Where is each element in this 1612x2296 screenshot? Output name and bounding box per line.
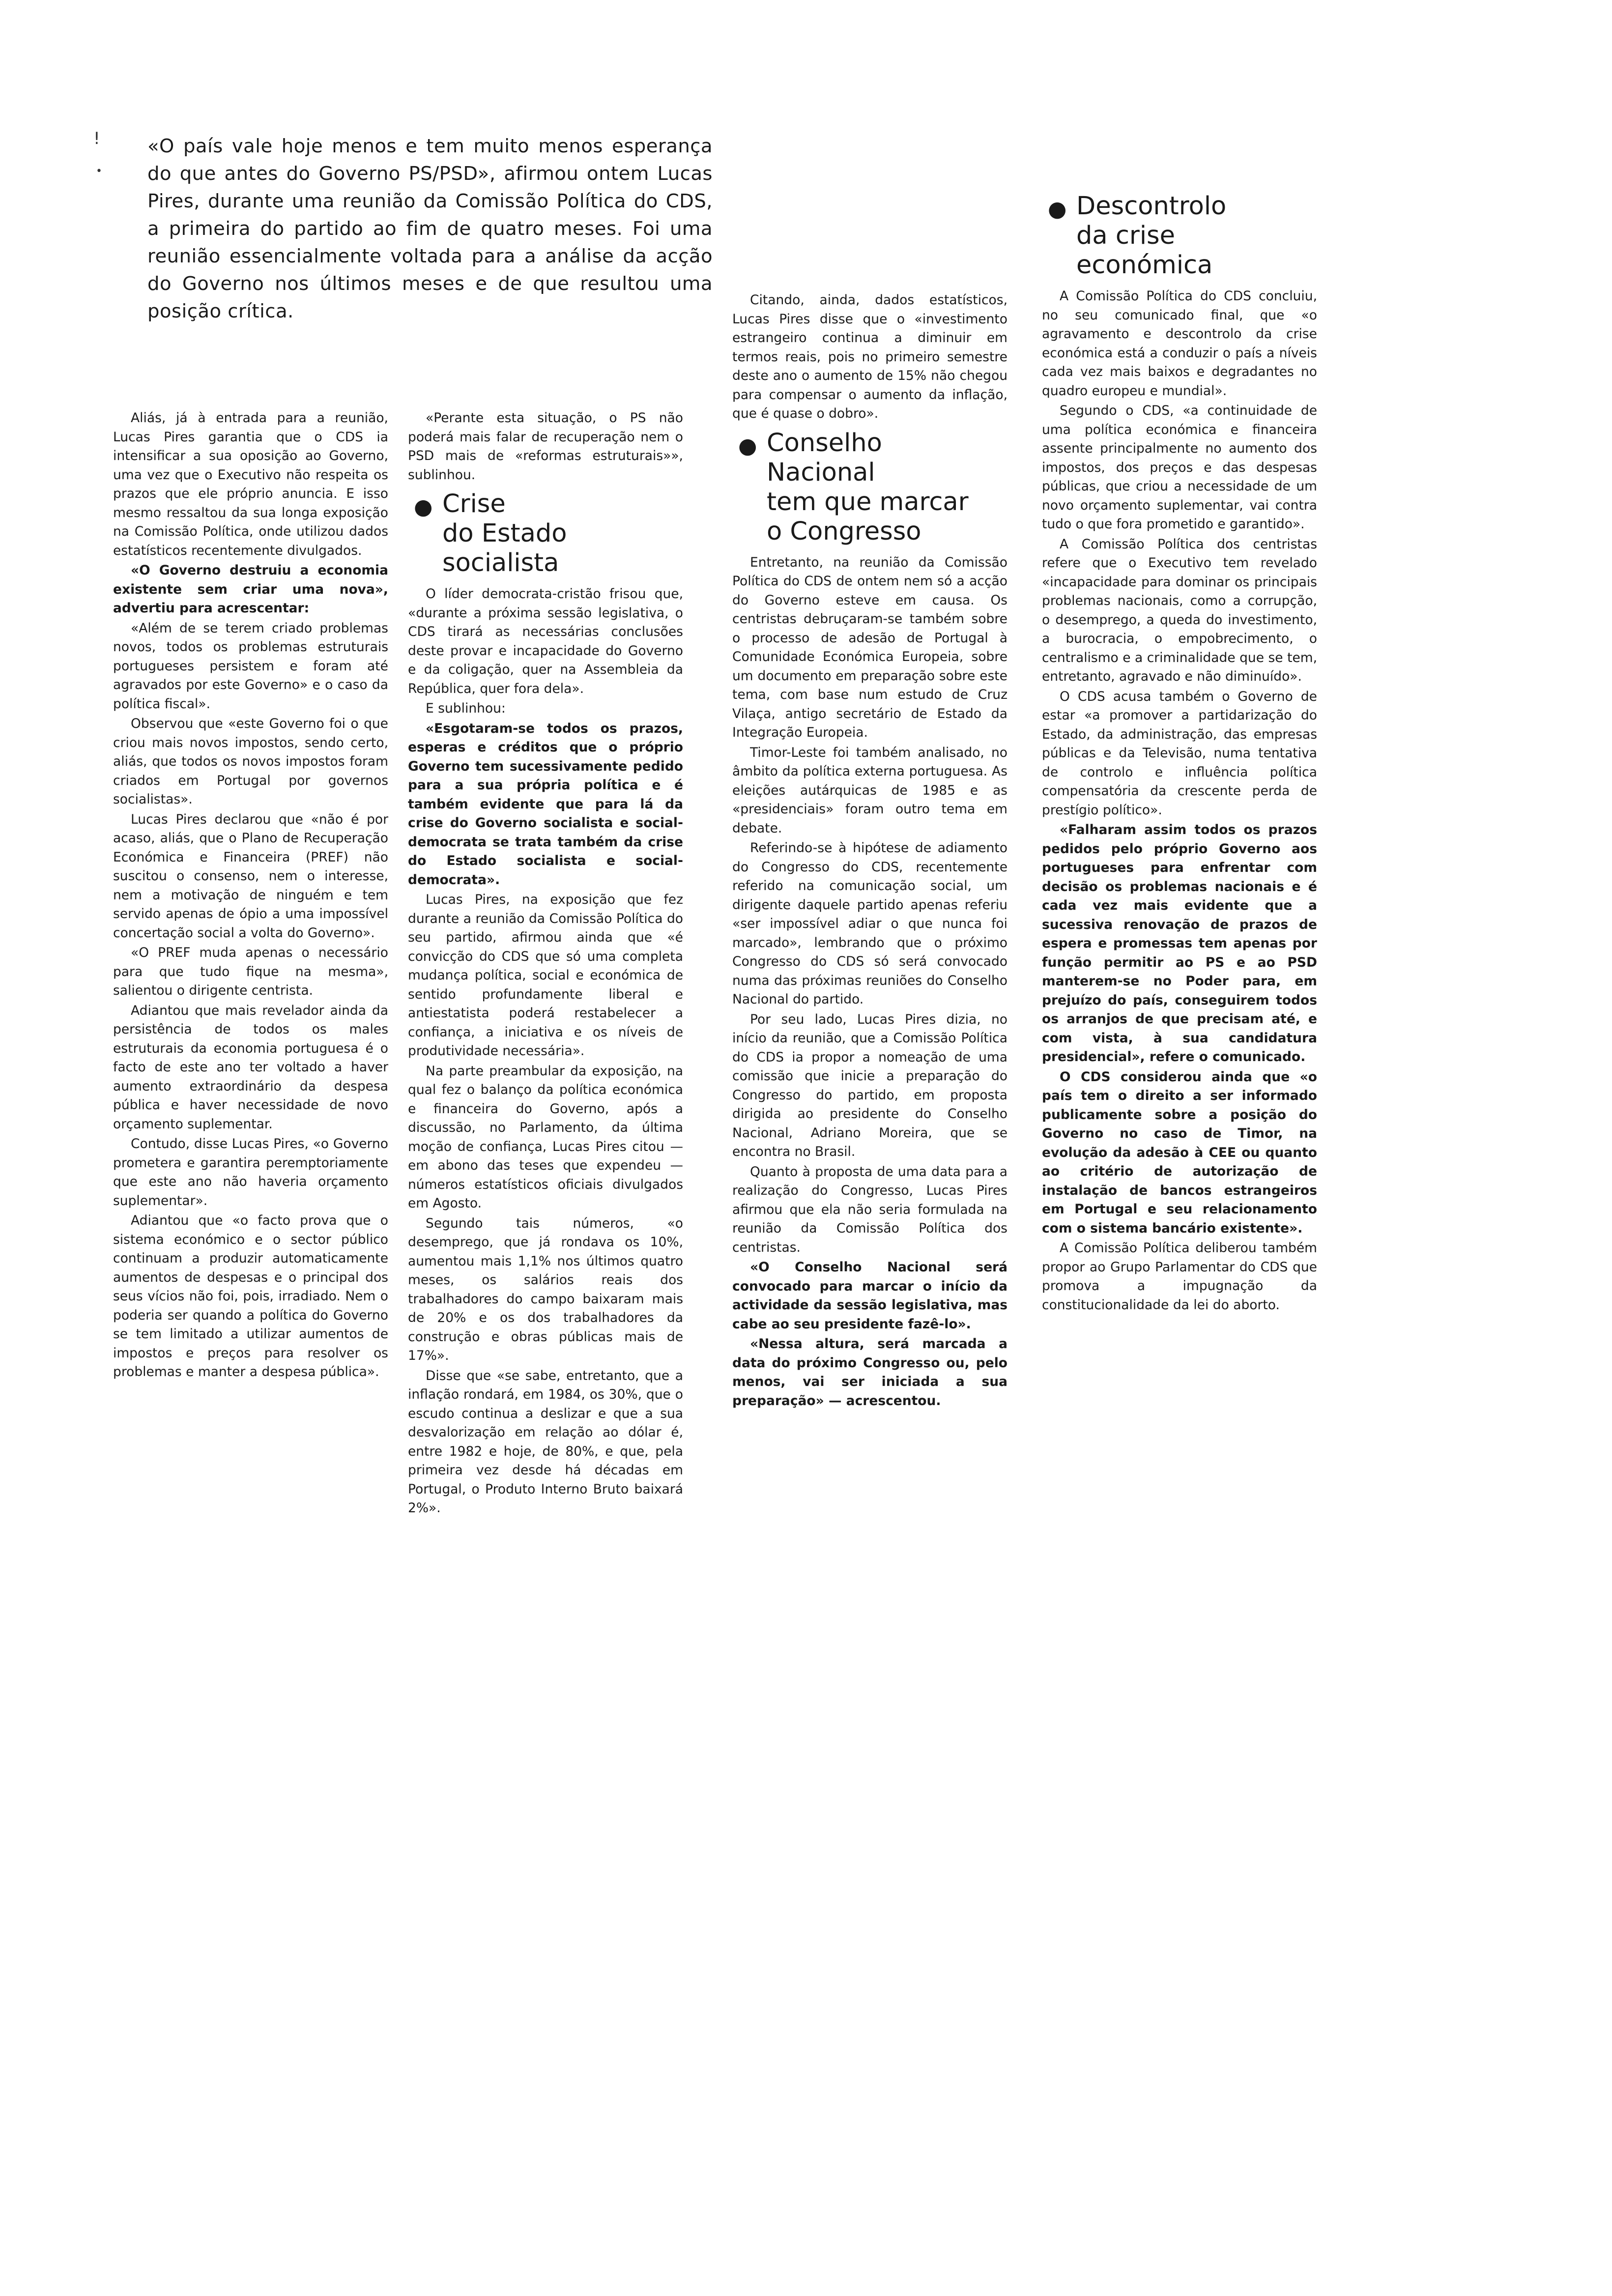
paragraph: «O Governo destruiu a economia existente sem criar uma nova», advertiu para acrescentar: <box>113 563 388 616</box>
paragraph: Adiantou que mais revelador ainda da persistência de todos os males estruturais da economia portuguesa é o facto de este ano ter voltado a haver aumento extraordinário da despesa pública e haver necessidade de novo orçamento suplementar. <box>113 1003 388 1132</box>
section-heading-conselho: ● Conselho Nacional tem que marcar o Congresso <box>738 428 969 546</box>
paragraph: «Perante esta situação, o PS não poderá mais falar de recuperação nem o PSD mais de «reformas estruturais»», sublinhou. <box>408 410 683 483</box>
paragraph: A Comissão Política dos centristas refere que o Executivo tem revelado «incapacidade para dominar os principais problemas nacionais, como a corrupção, o desemprego, a queda do investimento, a burocracia, o empobrecimento, o centralismo e a criminalidade que se tem, entretanto, agravado e não diminuído». <box>1042 536 1317 684</box>
paragraph: O CDS considerou ainda que «o país tem o direito a ser informado publicamente sobre a posição do Governo no caso de Timor, na evolução da adesão à CEE ou quanto ao critério de autorização de instalação de bancos estrangeiros em Portugal e seu relacionamento com o sistema bancário existente». <box>1042 1069 1317 1236</box>
paragraph: Segundo o CDS, «a continuidade de uma política económica e financeira assente principalmente no aumento dos impostos, dos preços e das despesas públicas, que criou a necessidade de um novo orçamento suplementar, vai contra tudo o que fora prometido e garantido». <box>1042 403 1317 532</box>
paragraph: A Comissão Política deliberou também propor ao Grupo Parlamentar do CDS que promova a impugnação da constitucionalidade da lei do aborto. <box>1042 1240 1317 1313</box>
paragraph: Entretanto, na reunião da Comissão Política do CDS de ontem nem só a acção do Governo esteve em causa. Os centristas debruçaram-se também sobre o processo de adesão de Portugal à Comunidade Económica Europeia, sobre um documento em preparação sobre este tema, com base num estudo de Cruz Vilaça, antigo secretário de Estado da Integração Europeia. <box>732 554 1008 740</box>
paragraph: «Nessa altura, será marcada a data do próximo Congresso ou, pelo menos, vai ser iniciada a sua preparação» — acrescentou. <box>732 1336 1008 1408</box>
paragraph: Observou que «este Governo foi o que criou mais novos impostos, sendo certo, aliás, que todos os novos impostos foram criados em Portugal por governos socialistas». <box>113 716 388 807</box>
paragraph: «Falharam assim todos os prazos pedidos pelo próprio Governo aos portugueses para enfrentar com decisão os problemas nacionais e é cada vez mais evidente que a sucessiva renovação de prazos de espera e promessas tem apenas por função permitir ao PS e ao PSD manterem-se no Poder para, em prejuízo do país, conseguirem todos os arranjos de que precisam até, e com vista, à sua candidatura presidencial», refere o comunicado. <box>1042 822 1317 1064</box>
paragraph: Lucas Pires, na exposição que fez durante a reunião da Comissão Política do seu partido, afirmou ainda que «é convicção do CDS que só uma completa mudança política, social e económica de sentido profundamente liberal e antiestatista poderá restabelecer a confiança, a iniciativa e os níveis de produtividade necessária». <box>408 892 683 1059</box>
section-heading-descontrolo: ● Descontrolo da crise económica <box>1048 192 1227 280</box>
column-1 <box>113 409 388 1383</box>
paragraph: Adiantou que «o facto prova que o sistema económico e o sector público continuam a produzir automaticamente aumentos de despesas e o principal dos seus vícios não foi, pois, irradiado. Nem o poderia ser quando a política do Governo se tem limitado a utilizar aumentos de impostos e preços para resolver os problemas e manter a despesa pública». <box>113 1213 388 1379</box>
paragraph: O CDS acusa também o Governo de estar «a promover a partidarização do Estado, da administração, das empresas públicas e da Televisão, numa tentativa de controlo e influência política compensatória da crescente perda de prestígio político». <box>1042 689 1317 818</box>
paragraph: «O PREF muda apenas o necessário para que tudo fique na mesma», salientou o dirigente centrista. <box>113 945 388 998</box>
column-3 <box>732 291 1008 1411</box>
paragraph: Aliás, já à entrada para a reunião, Lucas Pires garantia que o CDS ia intensificar a sua oposição ao Governo, uma vez que o Executivo não respeita os prazos que ele próprio anuncia. E isso mesmo ressaltou da sua longa exposição na Comissão Política, onde utilizou dados estatísticos recentemente divulgados. <box>113 410 388 558</box>
lead-paragraph: «O país vale hoje menos e tem muito menos esperança do que antes do Governo PS/PSD», afirmou ontem Lucas Pires, durante uma reunião da Comissão Política do CDS, a primeira do partido ao fim de quatro meses. Foi uma reunião essencialmente voltada para a análise da acção do Governo nos últimos meses e de que resultou uma posição crítica. <box>147 135 713 322</box>
paragraph: Disse que «se sabe, entretanto, que a inflação rondará, em 1984, os 30%, que o escudo continua a deslizar e que a sua desvalorização em relação ao dólar é, entre 1982 e hoje, de 80%, e que, pela primeira vez desde há décadas em Portugal, o Produto Interno Bruto baixará 2%». <box>408 1368 683 1516</box>
margin-mark: ! <box>93 129 100 148</box>
paragraph: Segundo tais números, «o desemprego, que já rondava os 10%, aumentou mais 1,1% nos últimos quatro meses, os salários reais dos trabalhadores do campo baixaram mais de 20% e os dos trabalhadores da construção e obras públicas mais de 17%». <box>408 1215 683 1363</box>
paragraph: Timor-Leste foi também analisado, no âmbito da política externa portuguesa. As eleições autárquicas de 1985 e as «presidenciais» foram outro tema em debate. <box>732 745 1008 836</box>
paragraph: «O Conselho Nacional será convocado para marcar o início da actividade da sessão legislativa, mas cabe ao seu presidente fazê-lo». <box>732 1260 1008 1332</box>
section-heading-crise: ● Crise do Estado socialista <box>414 489 567 577</box>
paragraph: Quanto à proposta de uma data para a realização do Congresso, Lucas Pires afirmou que ela não seria formulada na reunião da Comissão Política dos centristas. <box>732 1164 1008 1255</box>
paragraph: Por seu lado, Lucas Pires dizia, no início da reunião, que a Comissão Política do CDS ia propor a nomeação de uma comissão que inicie a preparação do Congresso do partido, em proposta dirigida ao presidente do Conselho Nacional, Adriano Moreira, que se encontra no Brasil. <box>732 1011 1008 1159</box>
bullet-icon: ● <box>1048 197 1067 222</box>
paragraph: Referindo-se à hipótese de adiamento do Congresso do CDS, recentemente referido na comunicação social, um dirigente daquele partido apenas referiu «ser impossível adiar o que nunca foi marcado», lembrando que o próximo Congresso do CDS só será convocado numa das próximas reuniões do Conselho Nacional do partido. <box>732 840 1008 1007</box>
paragraph: E sublinhou: <box>426 701 506 716</box>
paragraph: O líder democrata-cristão frisou que, «durante a próxima sessão legislativa, o CDS tirará as necessárias conclusões deste provar e incapacidade do Governo e da coligação, quer na Assembleia da República, quer fora dela». <box>408 586 683 696</box>
margin-mark: • <box>96 165 102 177</box>
paragraph: «Além de se terem criado problemas novos, todos os problemas estruturais portugueses persistem e foram até agravados por este Governo» e o caso da política fiscal». <box>113 620 388 712</box>
paragraph: Citando, ainda, dados estatísticos, Lucas Pires disse que o «investimento estrangeiro continua a diminuir em termos reais, pois no primeiro semestre deste ano o aumento de 15% não chegou para compensar o aumento da inflação, que é quase o dobro». <box>732 292 1008 421</box>
paragraph: Contudo, disse Lucas Pires, «o Governo prometera e garantira peremptoriamente que este ano não haveria orçamento suplementar». <box>113 1136 388 1208</box>
paragraph: «Esgotaram-se todos os prazos, esperas e créditos que o próprio Governo tem sucessivamente pedido para a sua própria política e é também evidente que para lá da crise do Governo socialista e social-democrata se trata também da crise do Estado socialista e social-democrata». <box>408 720 683 888</box>
paragraph: Lucas Pires declarou que «não é por acaso, aliás, que o Plano de Recuperação Económica e Financeira (PREF) não suscitou o consenso, nem o interesse, nem a motivação de ninguém e tem servido apenas de ópio a uma impossível concertação social a volta do Governo». <box>113 811 388 941</box>
column-2 <box>408 409 683 1519</box>
column-4 <box>1042 187 1317 1316</box>
bullet-icon: ● <box>738 433 757 459</box>
paragraph: A Comissão Política do CDS concluiu, no seu comunicado final, que «o agravamento e descontrolo da crise económica está a conduzir o país a níveis cada vez mais baixos e degradantes no quadro europeu e mundial». <box>1042 288 1317 399</box>
bullet-icon: ● <box>414 494 433 519</box>
paragraph: Na parte preambular da exposição, na qual fez o balanço da política económica e financeira do Governo, após a discussão, no Parlamento, da última moção de confiança, Lucas Pires citou — em abono das teses que expendeu — números estatísticos oficiais divulgados em Agosto. <box>408 1063 683 1211</box>
